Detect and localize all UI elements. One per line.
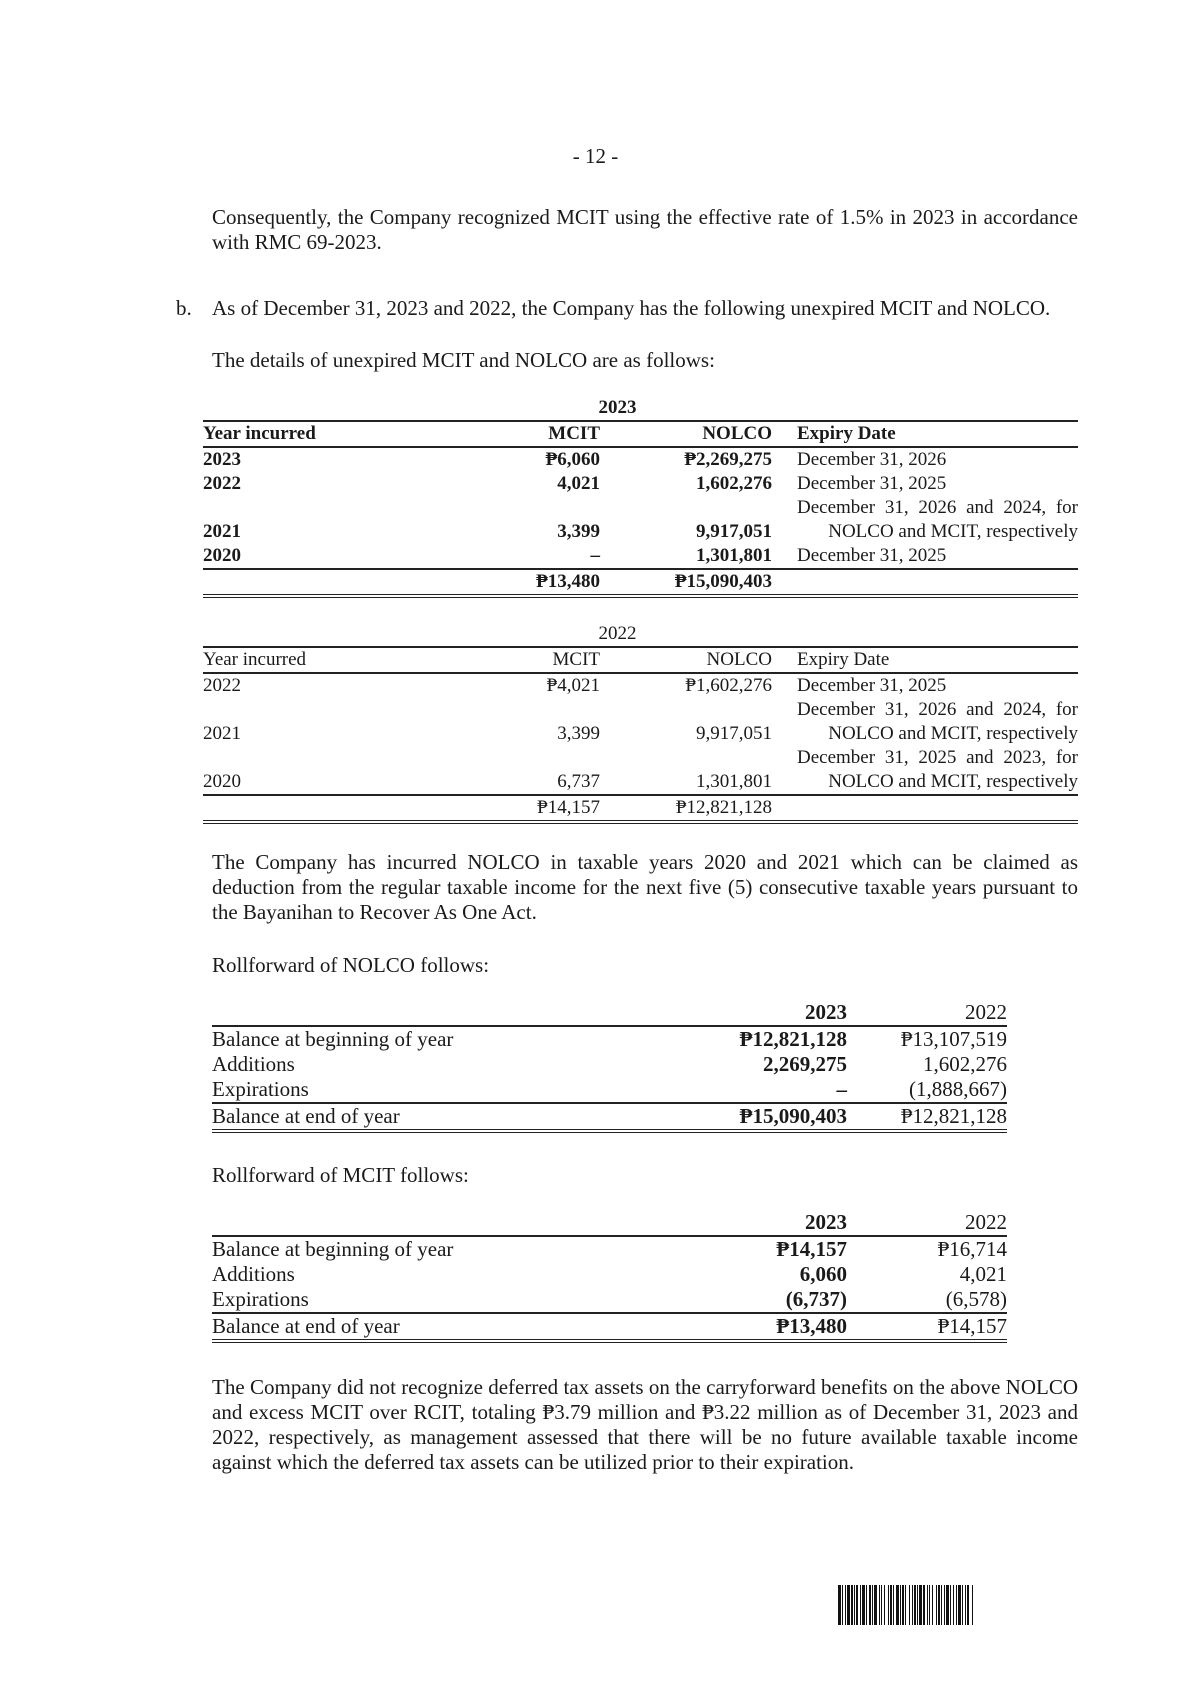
table-total-row xyxy=(203,569,1078,596)
page-number: - 12 - xyxy=(572,144,619,168)
table-row: Additions 2,269,275 1,602,276 xyxy=(212,1052,1007,1076)
header-year-incurred: Year incurred xyxy=(203,421,463,447)
table-unexpired-2022 xyxy=(203,622,1078,824)
table-total-row xyxy=(203,795,1078,822)
total-mcit-2022: ₱14,157 xyxy=(463,795,600,822)
item-b-marker: b. xyxy=(176,296,192,320)
details-intro: The details of unexpired MCIT and NOLCO are as follows: xyxy=(212,348,715,372)
header-expiry-date: Expiry Date xyxy=(772,421,1078,447)
col-2022: 2022 xyxy=(847,1000,1007,1026)
mcit-rollforward-title: Rollforward of MCIT follows: xyxy=(212,1163,469,1187)
table-row: Additions 6,060 4,021 xyxy=(212,1262,1007,1286)
table-row: 2021 3,399 9,917,051 December 31, 2026 and 2024, for NOLCO and MCIT, respectively xyxy=(203,699,1078,744)
intro-paragraph: Consequently, the Company recognized MCIT using the effective rate of 1.5% in 2023 in accordance with RMC 69-2023. xyxy=(212,205,1078,254)
table-2023-title: 2023 xyxy=(598,397,637,418)
table-row: 2020 – 1,301,801 December 31, 2025 xyxy=(203,544,1078,569)
col-2023: 2023 xyxy=(712,1210,847,1236)
nolco-rollforward-title: Rollforward of NOLCO follows: xyxy=(212,953,490,977)
table-row: Balance at beginning of year ₱12,821,128 ₱13,107,519 xyxy=(212,1027,1007,1051)
header-year-incurred: Year incurred xyxy=(203,647,463,673)
barcode-image xyxy=(838,1585,1078,1625)
table-row: 2020 6,737 1,301,801 December 31, 2025 and 2023, for NOLCO and MCIT, respectively xyxy=(203,746,1078,795)
total-nolco-2022: ₱12,821,128 xyxy=(600,795,772,822)
total-mcit-2023: ₱13,480 xyxy=(463,569,600,596)
mcit-rollforward-table xyxy=(212,1210,1007,1343)
item-b-text: As of December 31, 2023 and 2022, the Company has the following unexpired MCIT and NOLCO. xyxy=(212,296,1051,320)
header-nolco: NOLCO xyxy=(600,421,772,447)
header-mcit: MCIT xyxy=(463,647,600,673)
table-row: Balance at end of year ₱15,090,403 ₱12,821,128 xyxy=(212,1103,1007,1131)
table-row: 2021 3,399 9,917,051 December 31, 2026 and 2024, for NOLCO and MCIT, respectively xyxy=(203,497,1078,542)
header-nolco: NOLCO xyxy=(600,647,772,673)
table-row: Balance at end of year ₱13,480 ₱14,157 xyxy=(212,1313,1007,1341)
table-unexpired-2023 xyxy=(203,396,1078,598)
table-row: Expirations (6,737) (6,578) xyxy=(212,1287,1007,1311)
header-mcit: MCIT xyxy=(463,421,600,447)
table-row: 2022 4,021 1,602,276 December 31, 2025 xyxy=(203,473,947,494)
bayanihan-paragraph: The Company has incurred NOLCO in taxable years 2020 and 2021 which can be claimed as deduction from the regular taxable income for the next five (5) consecutive taxable years pursuant to the Bayanihan to Recover As One Act. xyxy=(212,850,1078,924)
closing-paragraph: The Company did not recognize deferred tax assets on the carryforward benefits on the above NOLCO and excess MCIT over RCIT, totaling ₱3.79 million and ₱3.22 million as of December 31, 2023 and 2022, respectively, as management assessed that there will be no future available taxable income against which the deferred tax assets can be utilized prior to their expiration. xyxy=(212,1375,1078,1474)
nolco-rollforward-table xyxy=(212,1000,1007,1133)
table-row: Expirations – (1,888,667) xyxy=(212,1077,1007,1101)
col-2022: 2022 xyxy=(847,1210,1007,1236)
table-row: 2023 ₱6,060 ₱2,269,275 December 31, 2026 xyxy=(203,449,947,470)
header-expiry-date: Expiry Date xyxy=(772,647,1078,673)
table-row: 2022 ₱4,021 ₱1,602,276 December 31, 2025 xyxy=(203,675,947,696)
col-2023: 2023 xyxy=(712,1000,847,1026)
table-row: Balance at beginning of year ₱14,157 ₱16,714 xyxy=(212,1237,1007,1261)
total-nolco-2023: ₱15,090,403 xyxy=(600,569,772,596)
table-2022-title: 2022 xyxy=(598,623,637,644)
